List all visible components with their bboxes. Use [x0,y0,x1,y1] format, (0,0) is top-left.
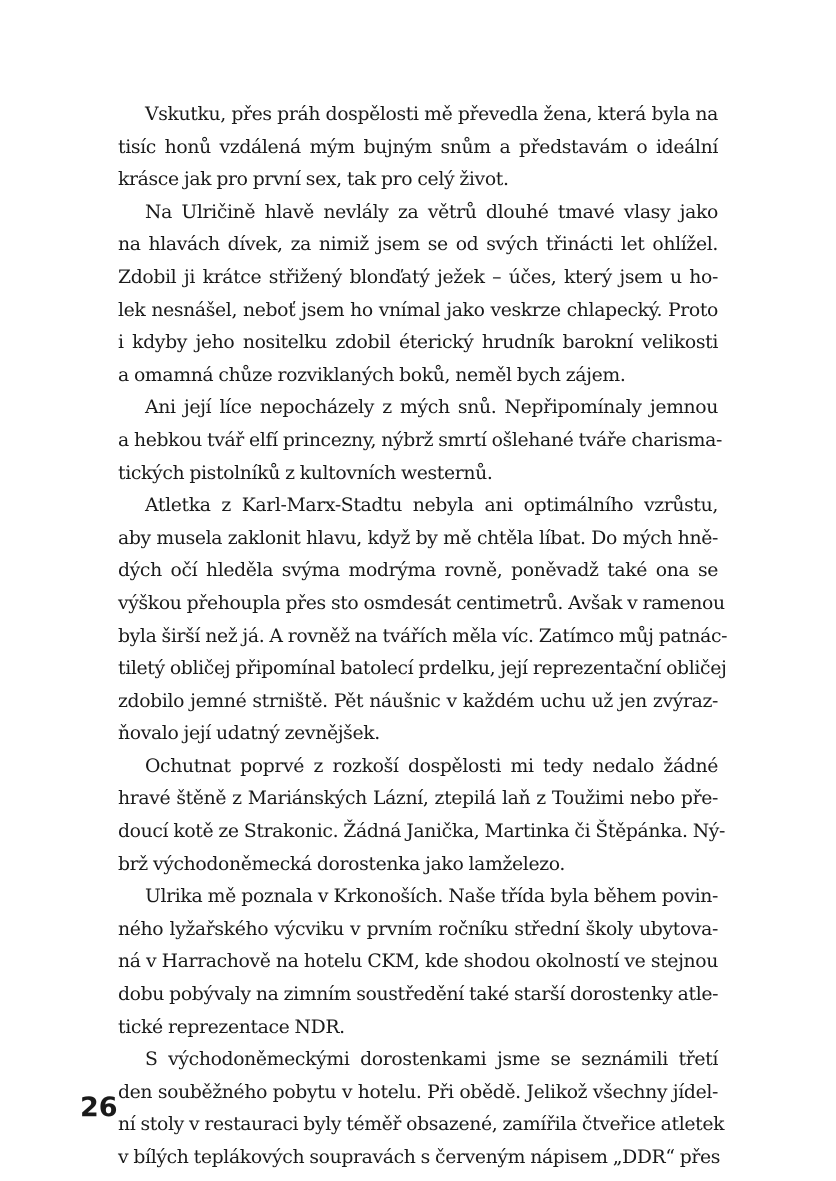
text-line: den souběžného pobytu v hotelu. Při obědě. Jelikož všechny jídel- [118,1081,718,1103]
paragraph [118,1044,725,1174]
paragraph [118,490,728,751]
text-line: tiletý obličej připomínal batolecí prdelku, její reprezentační obličej [118,658,727,680]
text-line: tisíc honů vzdálená mým bujným snům a představám o ideální [118,136,718,158]
paragraph [118,881,718,1044]
text-line: brž východoněmecká dorostenka jako lamželezo. [118,853,566,875]
text-line: hravé štěně z Mariánských Lázní, ztepilá laň z Toužimi nebo pře- [118,788,718,810]
text-line: byla širší než já. A rovněž na tvářích měla víc. Zatímco můj patnác- [118,625,728,647]
text-line: na hlavách dívek, za nimiž jsem se od svých třinácti let ohlížel. [118,234,718,256]
paragraph [118,392,722,490]
text-line: S východoněmeckými dorostenkami jsme se seznámili třetí [145,1049,718,1071]
text-line: tických pistolníků z kultovních westernů. [118,462,493,484]
text-line: Ulrika mě poznala v Krkonoších. Naše třída byla během povin- [145,886,718,908]
text-line: výškou přehoupla přes sto osmdesát centimetrů. Avšak v ramenou [118,592,725,614]
text-line: aby musela zaklonit hlavu, když by mě chtěla líbat. Do mých hně- [118,527,718,549]
paragraph [118,751,726,881]
text-line: dých očí hleděla svýma modrýma rovně, poněvadž také ona se [118,560,718,582]
text-line: a hebkou tvář elfí princezny, nýbrž smrtí ošlehané tváře charisma- [118,429,722,451]
page-number: 26 [80,1092,118,1123]
paragraph [118,99,718,197]
text-line: zdobilo jemné strniště. Pět náušnic v každém uchu už jen zvýraz- [118,690,718,712]
text-line: lek nesnášel, neboť jsem ho vnímal jako veskrze chlapecký. Proto [118,299,718,321]
body-text [118,99,728,1175]
text-line: Vskutku, přes práh dospělosti mě převedla žena, která byla na [145,104,718,125]
text-line: Atletka z Karl-Marx-Stadtu nebyla ani optimálního vzrůstu, [145,495,718,517]
text-line: dobu pobývaly na zimním soustředění také starší dorostenky atle- [118,984,719,1006]
text-line: Zdobil ji krátce střižený blonďatý ježek – účes, který jsem u ho- [118,266,718,288]
text-line: krásce jak pro první sex, tak pro celý život. [118,169,509,191]
text-line: Na Ulričině hlavě nevlály za větrů dlouhé tmavé vlasy jako [145,201,718,223]
text-line: tické reprezentace NDR. [118,1016,345,1038]
text-line: v bílých teplákových soupravách s červeným nápisem „DDR“ přes [118,1147,721,1168]
paragraph [118,197,718,393]
text-line: ní stoly v restauraci byly téměř obsazené, zamířila čtveřice atletek [118,1114,725,1136]
text-line: Ani její líce nepocházely z mých snů. Nepřipomínaly jemnou [145,397,718,419]
text-line: i kdyby jeho nositelku zdobil éterický hrudník barokní velikosti [118,332,718,354]
text-line: ňovalo její udatný zevnějšek. [118,723,380,745]
text-line: Ochutnat poprvé z rozkoší dospělosti mi tedy nedalo žádné [145,755,718,777]
text-line: a omamná chůze rozviklaných boků, neměl bych zájem. [118,364,626,386]
text-line: ného lyžařského výcviku v prvním ročníku střední školy ubytova- [118,918,718,940]
text-line: doucí kotě ze Strakonic. Žádná Janička, Martinka či Štěpánka. Ný- [118,821,726,843]
text-line: ná v Harrachově na hotelu CKM, kde shodou okolností ve stejnou [118,951,718,973]
